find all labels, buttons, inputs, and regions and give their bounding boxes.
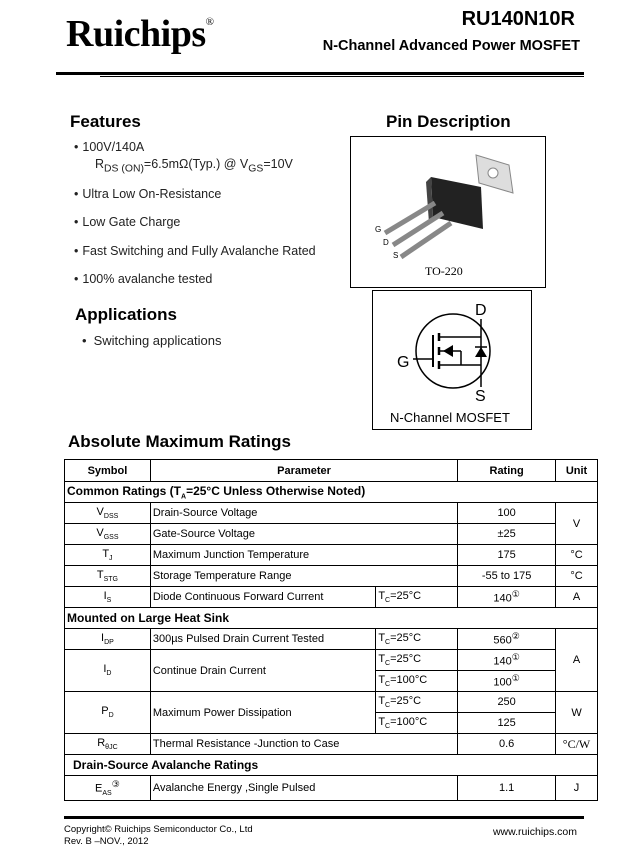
table-cell: Storage Temperature Range (150, 566, 457, 587)
table-row (65, 566, 598, 587)
part-number: RU140N10R (461, 8, 575, 30)
table-cell: Thermal Resistance -Junction to Case (150, 734, 457, 755)
footer-divider (64, 816, 584, 819)
table-row (65, 692, 598, 713)
mosfet-symbol-icon (373, 291, 531, 429)
header-parameter: Parameter (150, 460, 457, 482)
part-description: N-Channel Advanced Power MOSFET (322, 38, 580, 54)
table-cell: 125 (458, 713, 556, 734)
header-symbol: Symbol (65, 460, 151, 482)
table-cell: $I_S$ (65, 587, 151, 608)
section-common: Common Ratings ($T_A=25^\circ C$ Unless Otherwise Noted) (65, 482, 598, 503)
features-title: Features (70, 112, 141, 131)
section-avalanche: Drain-Source Avalanche Ratings (65, 755, 598, 776)
table-cell: 250 (458, 692, 556, 713)
table-cell: °C/W (556, 734, 598, 755)
table-cell: 175 (458, 545, 556, 566)
table-cell: ±25 (458, 524, 556, 545)
table-cell: $T_C=100^\circ C$ (376, 671, 458, 692)
table-cell: V (556, 503, 598, 545)
table-cell: 0.6 (458, 734, 556, 755)
package-label: TO-220 (425, 264, 463, 278)
table-cell: $T_C=25^\circ C$ (376, 692, 458, 713)
table-cell: 100 (458, 503, 556, 524)
pin-label-g: G (375, 225, 382, 234)
application-item: • Switching applications (82, 333, 222, 348)
table-cell: 100① (458, 671, 556, 692)
header-unit: Unit (556, 460, 598, 482)
table-row (65, 776, 598, 801)
table-header-row (65, 460, 598, 482)
table-row (65, 587, 598, 608)
table-cell: Maximum Power Dissipation (150, 692, 375, 734)
revision: Rev. B –NOV., 2012 (64, 836, 149, 847)
table-cell: $V_{DSS}$ (65, 503, 151, 524)
table-cell: Maximum Junction Temperature (150, 545, 457, 566)
table-cell: 140① (458, 587, 556, 608)
table-cell: J (556, 776, 598, 801)
header-divider (56, 72, 584, 75)
table-cell: $T_{STG}$ (65, 566, 151, 587)
feature-item: • Fast Switching and Fully Avalanche Rated (74, 244, 316, 258)
table-cell: °C (556, 566, 598, 587)
table-cell: $V_{GSS}$ (65, 524, 151, 545)
table-cell: $T_C=25^\circ C$ (376, 629, 458, 650)
table-cell: 1.1 (458, 776, 556, 801)
table-cell: $I_D$ (65, 650, 151, 692)
symbol-label-g: G (397, 354, 410, 371)
table-row (65, 734, 598, 755)
pin-description-title: Pin Description (386, 112, 511, 131)
table-cell: Drain-Source Voltage (150, 503, 457, 524)
mosfet-symbol-box (372, 290, 532, 430)
table-row (65, 503, 598, 524)
table-cell: $P_D$ (65, 692, 151, 734)
to220-package-icon (351, 137, 545, 287)
symbol-label-s: S (475, 388, 486, 405)
table-cell: 300µs Pulsed Drain Current Tested (150, 629, 375, 650)
feature-item: • Ultra Low On-Resistance (74, 187, 222, 201)
table-cell: W (556, 692, 598, 734)
website-link[interactable]: www.ruichips.com (492, 826, 577, 838)
table-row (65, 650, 598, 671)
header-divider-thin (100, 76, 584, 77)
table-cell: Continue Drain Current (150, 650, 375, 692)
table-cell: Avalanche Energy ,Single Pulsed (150, 776, 457, 801)
applications-title: Applications (75, 305, 178, 324)
symbol-label-d: D (475, 302, 487, 319)
package-image-box (350, 136, 546, 288)
company-logo (66, 12, 213, 56)
table-row (65, 545, 598, 566)
table-cell: A (556, 587, 598, 608)
table-cell: $I_{DP}$ (65, 629, 151, 650)
symbol-caption: N-Channel MOSFET (390, 410, 510, 425)
table-row (65, 524, 598, 545)
header-rating: Rating (458, 460, 556, 482)
pin-label-d: D (383, 238, 389, 247)
feature-item: • 100V/140A (74, 140, 145, 154)
feature-item: • Low Gate Charge (74, 215, 181, 229)
logo-text: Ruichips (66, 13, 206, 55)
table-cell: -55 to 175 (458, 566, 556, 587)
ratings-title: Absolute Maximum Ratings (68, 432, 291, 451)
table-cell: Diode Continuous Forward Current (150, 587, 375, 608)
table-cell: $T_C=100^\circ C$ (376, 713, 458, 734)
pin-label-s: S (393, 251, 399, 260)
table-row (65, 629, 598, 650)
ratings-table (64, 459, 598, 801)
table-cell: Gate-Source Voltage (150, 524, 457, 545)
table-cell: 140① (458, 650, 556, 671)
section-heatsink: Mounted on Large Heat Sink (65, 608, 598, 629)
copyright: Copyright© Ruichips Semiconductor Co., Ltd (64, 824, 253, 835)
registered-mark: ® (205, 16, 214, 28)
table-cell: $R_{\theta JC}$ (65, 734, 151, 755)
table-cell: °C (556, 545, 598, 566)
table-cell: $T_J$ (65, 545, 151, 566)
table-cell: $T_C=25^\circ C$ (376, 587, 458, 608)
feature-rds: $R_{DS (ON)}=6.5m\Omega(Typ.)$ @ $V_{GS}=10V$ (95, 157, 293, 175)
table-cell: A (556, 629, 598, 692)
feature-item: • 100% avalanche tested (74, 272, 213, 286)
table-cell: $E_{AS}^③$ (65, 776, 151, 801)
table-cell: 560② (458, 629, 556, 650)
table-cell: $T_C=25^\circ C$ (376, 650, 458, 671)
